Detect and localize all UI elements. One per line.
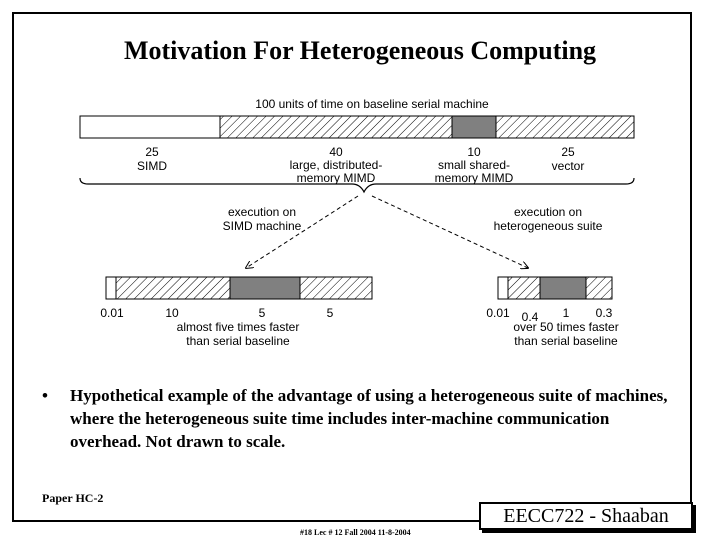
simd-segment-large-mimd <box>116 277 230 299</box>
simd-value: 10 <box>165 306 179 320</box>
left-arrow-label: execution on <box>227 205 297 219</box>
segment-label: small shared- <box>437 158 511 172</box>
bullet-text: Hypothetical example of the advantage of using a heterogeneous suite of machines, where the heterogeneous suite time includes inter-machine communication overhead. Not drawn to scale. <box>70 386 668 451</box>
segment-value: 25 <box>561 145 575 159</box>
suite-value: 0.01 <box>486 306 510 320</box>
simd-caption: than serial baseline <box>186 334 290 348</box>
suite-segment-large-mimd <box>508 277 540 299</box>
bullet-item <box>42 384 682 453</box>
course-label: EECC722 - Shaaban <box>479 502 693 530</box>
paper-reference: Paper HC-2 <box>42 491 104 505</box>
right-arrow-label: execution on <box>513 205 583 219</box>
simd-value: 5 <box>326 306 334 320</box>
slide-footer: #18 Lec # 12 Fall 2004 11-8-2004 <box>300 528 411 537</box>
suite-caption: than serial baseline <box>514 334 618 348</box>
segment-label: memory MIMD <box>434 171 514 185</box>
suite-value: 0.3 <box>595 306 613 320</box>
segment-label: vector <box>551 159 585 173</box>
segment-value: 25 <box>145 145 159 159</box>
simd-segment-small-mimd <box>230 277 300 299</box>
simd-segment-vector <box>300 277 372 299</box>
top-bar-label: 100 units of time on baseline serial machine <box>255 97 489 111</box>
top-segment-large-mimd <box>220 116 452 138</box>
simd-caption: almost five times faster <box>176 320 300 334</box>
top-segment-vector <box>496 116 634 138</box>
slide-title: Motivation For Heterogeneous Computing <box>123 36 597 65</box>
left-arrow-label: SIMD machine <box>222 219 302 233</box>
segment-label: SIMD <box>137 159 167 173</box>
segment-value: 40 <box>329 145 343 159</box>
simd-value: 0.01 <box>100 306 124 320</box>
top-segment-small-mimd <box>452 116 496 138</box>
simd-value: 5 <box>258 306 266 320</box>
right-arrow-label: heterogeneous suite <box>493 219 603 233</box>
suite-segment-simd <box>498 277 508 299</box>
suite-segment-small-mimd <box>540 277 586 299</box>
segment-label: memory MIMD <box>296 171 376 185</box>
suite-value: 0.4 <box>521 310 539 324</box>
suite-segment-vector <box>586 277 612 299</box>
bullet-marker: • <box>42 386 48 405</box>
segment-value: 10 <box>467 145 481 159</box>
suite-caption: over 50 times faster <box>513 320 619 334</box>
segment-label: large, distributed- <box>289 158 383 172</box>
top-segment-simd <box>80 116 220 138</box>
simd-segment-simd <box>106 277 116 299</box>
suite-value: 1 <box>562 306 570 320</box>
